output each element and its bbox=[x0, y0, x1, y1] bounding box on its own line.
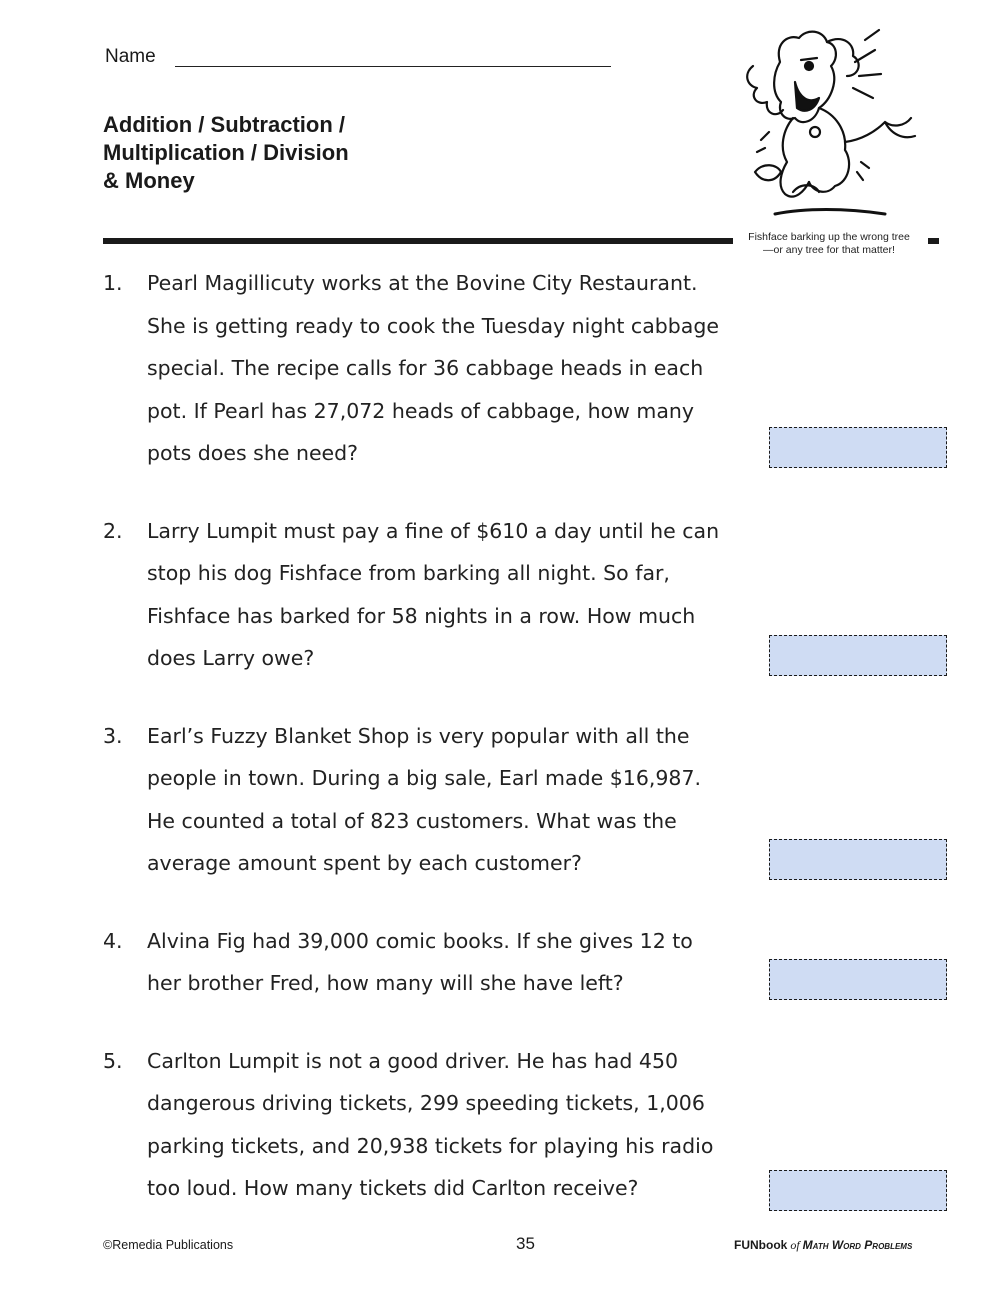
problem-4 bbox=[103, 920, 753, 1005]
publisher-credit: ©Remedia Publications bbox=[103, 1238, 234, 1252]
problem-5 bbox=[103, 1040, 753, 1210]
book-title-part-3: Math Word Problems bbox=[802, 1238, 913, 1252]
problem-number: 2. bbox=[103, 518, 123, 543]
header-divider bbox=[103, 238, 733, 244]
problem-2 bbox=[103, 510, 753, 680]
caption-line-2: —or any tree for that matter! bbox=[763, 244, 895, 256]
problem-list bbox=[103, 262, 753, 1245]
problem-number: 5. bbox=[103, 1048, 123, 1073]
book-title-part-1: FUNbook bbox=[734, 1238, 788, 1252]
page-number: 35 bbox=[516, 1234, 535, 1253]
answer-box-3[interactable] bbox=[769, 839, 947, 880]
title-line-2: Multiplication / Division bbox=[103, 140, 349, 165]
answer-box-5[interactable] bbox=[769, 1170, 947, 1211]
problem-number: 1. bbox=[103, 271, 123, 295]
problem-text: Earl’s Fuzzy Blanket Shop is very popular with all the people in town. During a big sale, Earl made $16,987. He counted a total of 823 customers. What was the average amount spent by each customer? bbox=[147, 723, 702, 875]
problem-text: Larry Lumpit must pay a fine of $610 a day until he can stop his dog Fishface from barking all night. So far, Fishface has barked for 58 nights in a row. How much does Larry owe? bbox=[147, 518, 720, 670]
book-title-part-2: of bbox=[787, 1238, 803, 1252]
illustration-caption bbox=[736, 231, 922, 257]
name-line[interactable] bbox=[175, 66, 611, 67]
answer-box-1[interactable] bbox=[769, 427, 947, 468]
worksheet-title bbox=[103, 111, 349, 195]
problem-number: 3. bbox=[103, 723, 123, 748]
book-title bbox=[734, 1238, 912, 1253]
problem-text: Pearl Magillicuty works at the Bovine City Restaurant. She is getting ready to cook the Tuesday night cabbage special. The recipe calls for 36 cabbage heads in each pot. If Pearl has 27,072 heads of cabbage, how many pots does she need? bbox=[147, 271, 719, 465]
name-label: Name bbox=[105, 46, 156, 67]
barking-dog-cartoon-icon bbox=[735, 22, 940, 227]
caption-line-1: Fishface barking up the wrong tree bbox=[748, 231, 910, 243]
title-line-1: Addition / Subtraction / bbox=[103, 112, 345, 137]
problem-text: Alvina Fig had 39,000 comic books. If she gives 12 to her brother Fred, how many will she have left? bbox=[147, 928, 693, 995]
problem-1 bbox=[103, 262, 753, 475]
answer-box-4[interactable] bbox=[769, 959, 947, 1000]
problem-3 bbox=[103, 715, 753, 885]
title-line-3: & Money bbox=[103, 168, 195, 193]
problem-text: Carlton Lumpit is not a good driver. He has had 450 dangerous driving tickets, 299 speeding tickets, 1,006 parking tickets, and 20,938 tickets for playing his radio too loud. How many tickets did Carlton receive? bbox=[147, 1048, 714, 1200]
header-divider-end bbox=[928, 238, 939, 244]
answer-box-2[interactable] bbox=[769, 635, 947, 676]
problem-number: 4. bbox=[103, 928, 123, 953]
